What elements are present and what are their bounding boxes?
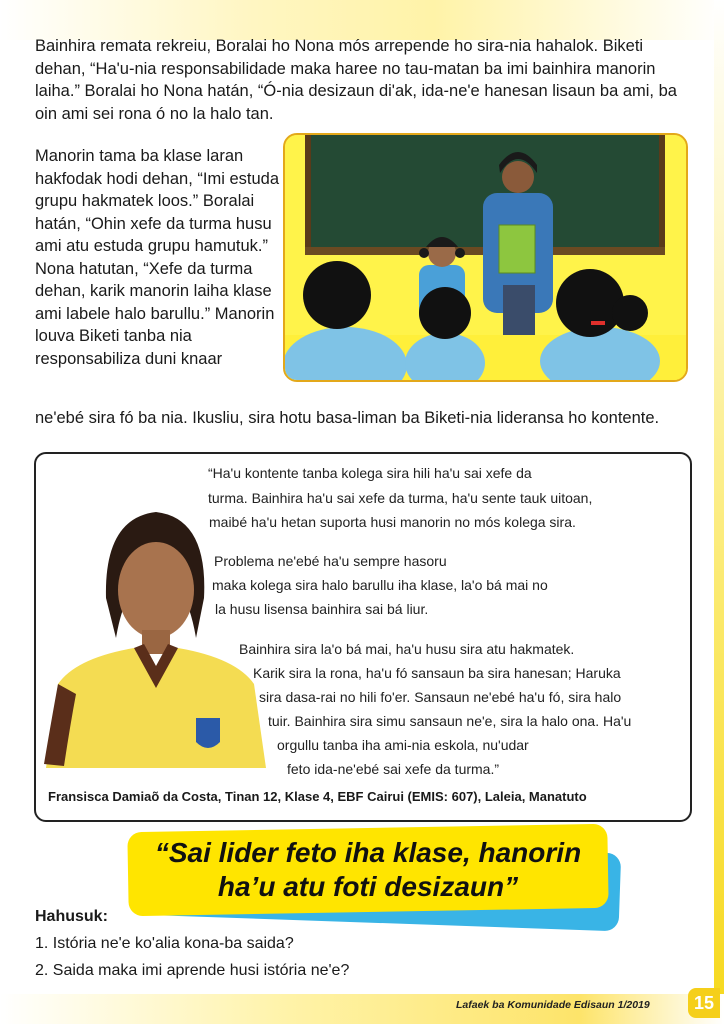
student-photo	[36, 498, 266, 768]
quote-line: maka kolega sira halo barullu iha klase, la'o bá mai no	[212, 577, 548, 593]
quote-line: maibé ha'u hetan suporta husi manorin no mós kolega sira.	[209, 514, 576, 530]
quote-line: tuir. Bainhira sira simu sansaun ne'e, sira la halo ona. Ha'u	[268, 713, 632, 729]
publication-footer: Lafaek ba Komunidade Edisaun 1/2019	[456, 999, 650, 1011]
quote-line: Problema ne'ebé ha'u sempre hasoru	[214, 553, 447, 569]
story-paragraph-3: ne'ebé sira fó ba nia. Ikusliu, sira hotu basa-liman ba Biketi-nia lideransa ho kontente.	[35, 409, 660, 427]
quote-line: Karik sira la rona, ha'u fó sansaun ba sira hanesan; Haruka	[253, 665, 621, 681]
banner-line-2: ha’u atu foti desizaun”	[217, 871, 519, 902]
quote-line: turma. Bainhira ha'u sai xefe da turma, ha'u sente tauk uitoan,	[208, 490, 593, 506]
right-edge-decor	[714, 0, 724, 1024]
banner-line-1: “Sai lider feto iha klase, hanorin	[154, 837, 582, 868]
quote-line: “Ha'u kontente tanba kolega sira hili ha'u sai xefe da	[208, 465, 532, 481]
question-item: 1. Istória ne'e ko'alia kona-ba saida?	[35, 935, 294, 952]
quote-line: Bainhira sira la'o bá mai, ha'u husu sira atu hakmatek.	[239, 641, 575, 657]
quote-line: sira dasa-rai no hili fo'er. Sansaun ne'ebé ha'u fó, sira halo	[259, 689, 622, 705]
page-number: 15	[688, 988, 720, 1018]
top-decor	[0, 0, 724, 40]
story-paragraph-1: Bainhira remata rekreiu, Boralai ho Nona mós arrepende ho sira-nia hahalok. Biketi dehan, “Ha'u-nia responsabilidade maka haree no tau-matan ba imi bainhira manorin laiha.” Boralai ho Nona hatán, “Ó-nia desizaun di'ak, ida-ne'e hanesan lisaun ba ami, ba oin ami sei rona ó no la halo tan.	[35, 37, 677, 123]
quote-line: la husu lisensa bainhira sai bá liur.	[215, 601, 429, 617]
story-paragraph-2: Manorin tama ba klase laran hakfodak hodi dehan, “Imi estuda grupu hakmatek loos.” Boralai hatán, “Ohin xefe da turma husu ami atu estuda grupu hamutuk.” Nona hatutan, “Xefe da turma dehan, karik manorin laiha klase ami labele halo barullu.” Manorin louva Biketi tanba nia responsabiliza duni knaar	[35, 147, 279, 368]
question-item: 2. Saida maka imi aprende husi istória ne'e?	[35, 962, 350, 979]
banner-quote	[128, 836, 608, 904]
questions-heading: Hahusuk:	[35, 908, 108, 925]
quote-line: orgullu tanba iha ami-nia eskola, nu'udar	[277, 737, 529, 753]
testimonial-credit: Fransisca Damiaõ da Costa, Tinan 12, Klase 4, EBF Cairui (EMIS: 607), Laleia, Manatuto	[48, 789, 587, 804]
quote-line: feto ida-ne'ebé sai xefe da turma.”	[287, 761, 500, 777]
classroom-illustration	[283, 133, 688, 382]
